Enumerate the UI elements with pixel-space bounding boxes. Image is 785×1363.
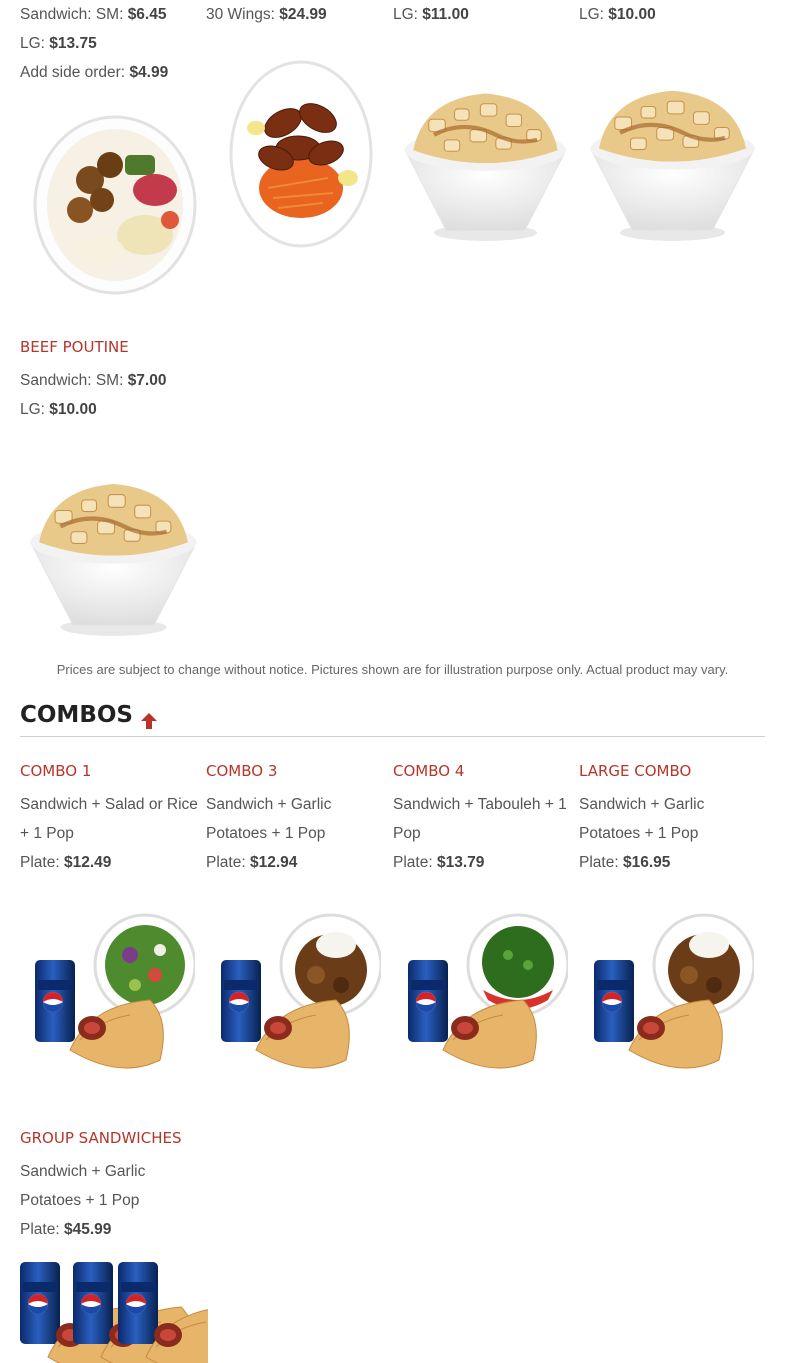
combo-price: Plate: $12.49 xyxy=(20,854,112,871)
combo-desc: Pop xyxy=(393,825,421,842)
combo-price: Plate: $16.95 xyxy=(579,854,671,871)
combo-title[interactable]: GROUP SANDWICHES xyxy=(20,1129,182,1147)
combo-desc: Sandwich + Garlic xyxy=(20,1163,146,1180)
combo-details xyxy=(20,790,198,877)
beef-poutine-image[interactable] xyxy=(26,468,201,638)
wings-price: 30 Wings: $24.99 xyxy=(206,6,327,23)
combo-title[interactable]: COMBO 4 xyxy=(393,762,465,780)
price-line: Sandwich: SM: $6.45 xyxy=(20,6,167,23)
poutine-bowl-image[interactable] xyxy=(585,75,760,243)
combo-details xyxy=(206,790,331,877)
price-line: Sandwich: SM: $7.00 xyxy=(20,372,167,389)
price-line: Add side order: $4.99 xyxy=(20,64,169,81)
price-line: LG: $13.75 xyxy=(20,35,97,52)
combo-price: Plate: $45.99 xyxy=(20,1221,112,1238)
combo-desc: Potatoes + 1 Pop xyxy=(206,825,326,842)
poutine-price: LG: $10.00 xyxy=(579,6,656,23)
combo-image[interactable] xyxy=(216,900,381,1095)
combo-title[interactable]: COMBO 3 xyxy=(206,762,278,780)
combo-desc: Potatoes + 1 Pop xyxy=(20,1192,140,1209)
arrow-up-icon[interactable] xyxy=(140,712,158,730)
price-disclaimer: Prices are subject to change without notice. Pictures shown are for illustration purpose only. Actual product may vary. xyxy=(56,662,729,677)
poutine-bowl-image[interactable] xyxy=(398,78,573,243)
combo-details xyxy=(393,790,567,877)
combo-image[interactable] xyxy=(589,900,754,1095)
combo-details xyxy=(579,790,704,877)
price-line: LG: $10.00 xyxy=(20,401,97,418)
group-combo-image[interactable] xyxy=(18,1262,208,1363)
combo-title[interactable]: COMBO 1 xyxy=(20,762,92,780)
menu-item-title[interactable]: BEEF POUTINE xyxy=(20,338,129,356)
combo-desc: Sandwich + Tabouleh + 1 xyxy=(393,796,567,813)
combo-desc: Potatoes + 1 Pop xyxy=(579,825,699,842)
falafel-plate-image[interactable] xyxy=(30,100,200,305)
section-heading-combos: COMBOS xyxy=(20,702,133,728)
combo-details xyxy=(20,1157,145,1244)
chicken-wings-image[interactable] xyxy=(228,58,374,250)
beef-poutine-prices xyxy=(20,366,166,424)
combo-price: Plate: $13.79 xyxy=(393,854,485,871)
combo-desc: Sandwich + Garlic xyxy=(206,796,332,813)
combo-image[interactable] xyxy=(403,900,568,1095)
combo-desc: + 1 Pop xyxy=(20,825,74,842)
poutine-price: LG: $11.00 xyxy=(393,6,469,23)
combo-price: Plate: $12.94 xyxy=(206,854,298,871)
combo-image[interactable] xyxy=(30,900,195,1095)
combo-title[interactable]: LARGE COMBO xyxy=(579,762,692,780)
combo-desc: Sandwich + Garlic xyxy=(579,796,705,813)
section-divider xyxy=(20,736,765,737)
menu-item-price-list xyxy=(20,0,168,87)
combo-desc: Sandwich + Salad or Rice xyxy=(20,796,198,813)
